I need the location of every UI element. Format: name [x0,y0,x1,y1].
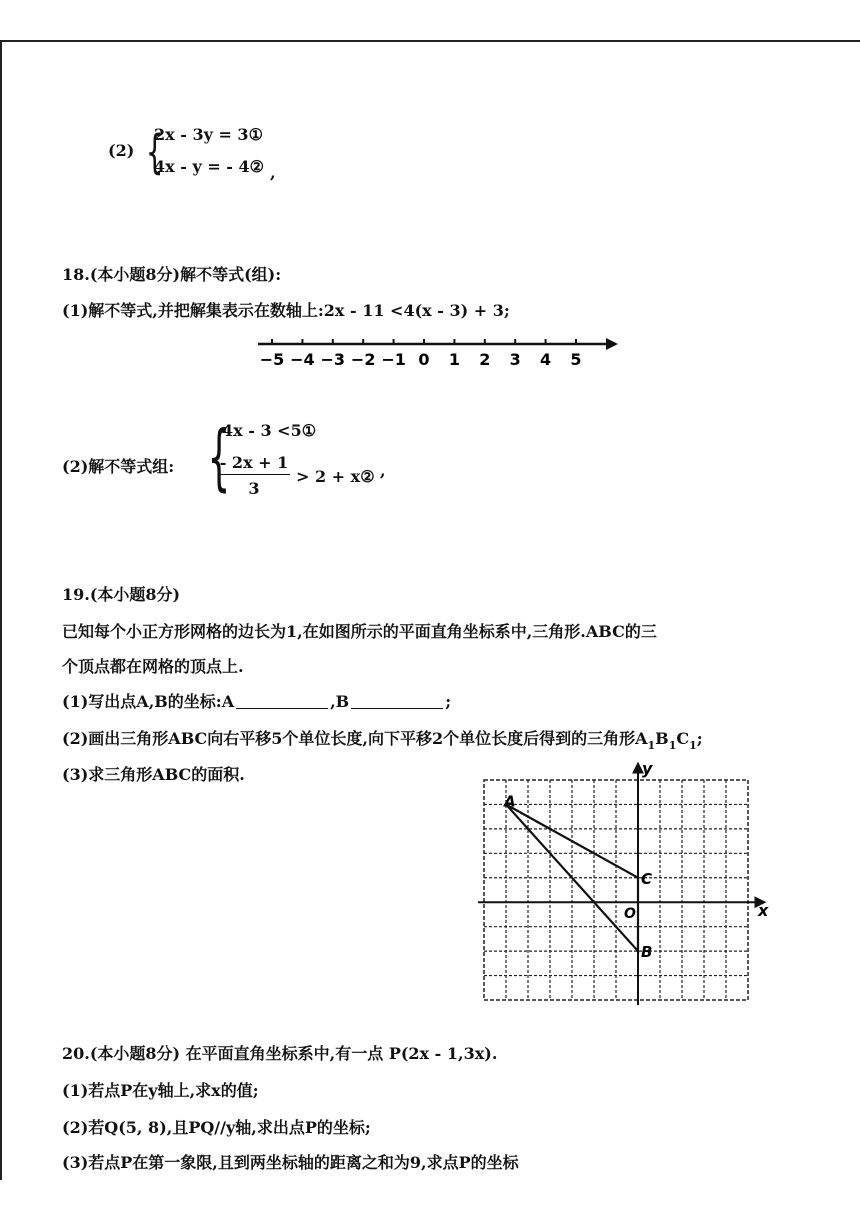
number-line-tick-label: 2 [479,350,491,369]
number-line-tick-label: 4 [540,350,552,369]
q19-part1-end: ; [445,692,452,711]
number-line-tick-label: −2 [350,350,376,369]
left-brace-icon: { [207,415,231,499]
q18-ineq2-rest: > 2 + x② [296,467,375,486]
q19-part1-text-a: (1)写出点A,B的坐标:A [62,692,235,711]
q20-part1: (1)若点P在y轴上,求x的值; [62,1081,259,1100]
q17-comma: , [270,163,276,182]
q18-ineq2-denominator: 3 [248,479,260,498]
label-y-axis: y [642,760,653,778]
label-A: A [504,792,516,811]
q17-part2-label: (2) [108,141,135,160]
fraction-bar [218,474,290,475]
q20-part2: (2)若Q(5, 8),且PQ//y轴,求出点P的坐标; [62,1118,371,1137]
left-brace-icon: { [145,125,164,179]
number-line-tick-label: 3 [509,350,521,369]
q18-part1: (1)解不等式,并把解集表示在数轴上:2x - 11 <4(x - 3) + 3; [62,301,510,320]
q19-part2-b: B [655,729,669,748]
subscript: 1 [689,739,697,752]
answer-blank-b[interactable] [351,692,443,709]
number-line-tick-label: −5 [259,350,285,369]
q18-part2-label: (2)解不等式组: [62,457,175,476]
q19-part2 [62,728,703,752]
q18-comma: , [380,461,386,480]
number-line-tick-label: −3 [320,350,346,369]
number-line-tick-label: 0 [418,350,430,369]
label-B: B [641,943,653,962]
number-line-tick-label: 5 [570,350,582,369]
q17-eq1: 2x - 3y = 3① [154,125,263,144]
subscript: 1 [668,739,677,752]
page-border-top [0,40,860,42]
q19-stem-line1: 已知每个小正方形网格的边长为1,在如图所示的平面直角坐标系中,三角形.ABC的三 [62,622,657,641]
label-x-axis: x [758,901,769,921]
q20-part3: (3)若点P在第一象限,且到两坐标轴的距离之和为9,求点P的坐标 [62,1153,519,1172]
q17-eq2: 4x - y = - 4② [154,157,264,176]
q19-title: 19.(本小题8分) [62,585,181,604]
q19-stem-line2: 个顶点都在网格的顶点上. [62,657,244,676]
q19-part2-text: (2)画出三角形ABC向右平移5个单位长度,向下平移2个单位长度后得到的三角形A [62,729,648,748]
number-line-tick-label: −4 [290,350,315,369]
q19-part2-c: C [676,729,690,748]
q19-part1 [62,691,451,713]
coordinate-grid-figure [474,760,774,1010]
q18-ineq2-numerator: - 2x + 1 [219,453,289,472]
number-line [250,332,630,372]
answer-blank-a[interactable] [236,692,328,709]
label-origin: O [624,906,636,923]
q19-part3: (3)求三角形ABC的面积. [62,765,245,784]
q19-part1-text-b: ,B [330,692,350,711]
number-line-tick-label: 1 [448,350,460,369]
q18-title: 18.(本小题8分)解不等式(组): [62,265,282,284]
number-line-tick-label: −1 [381,350,406,369]
q18-ineq1: 4x - 3 <5① [222,421,317,440]
page-border-left [0,40,2,1180]
q19-part2-end: ; [696,729,703,748]
subscript: 1 [647,739,656,752]
label-C: C [641,869,653,888]
q20-title: 20.(本小题8分) 在平面直角坐标系中,有一点 P(2x - 1,3x). [62,1044,498,1063]
